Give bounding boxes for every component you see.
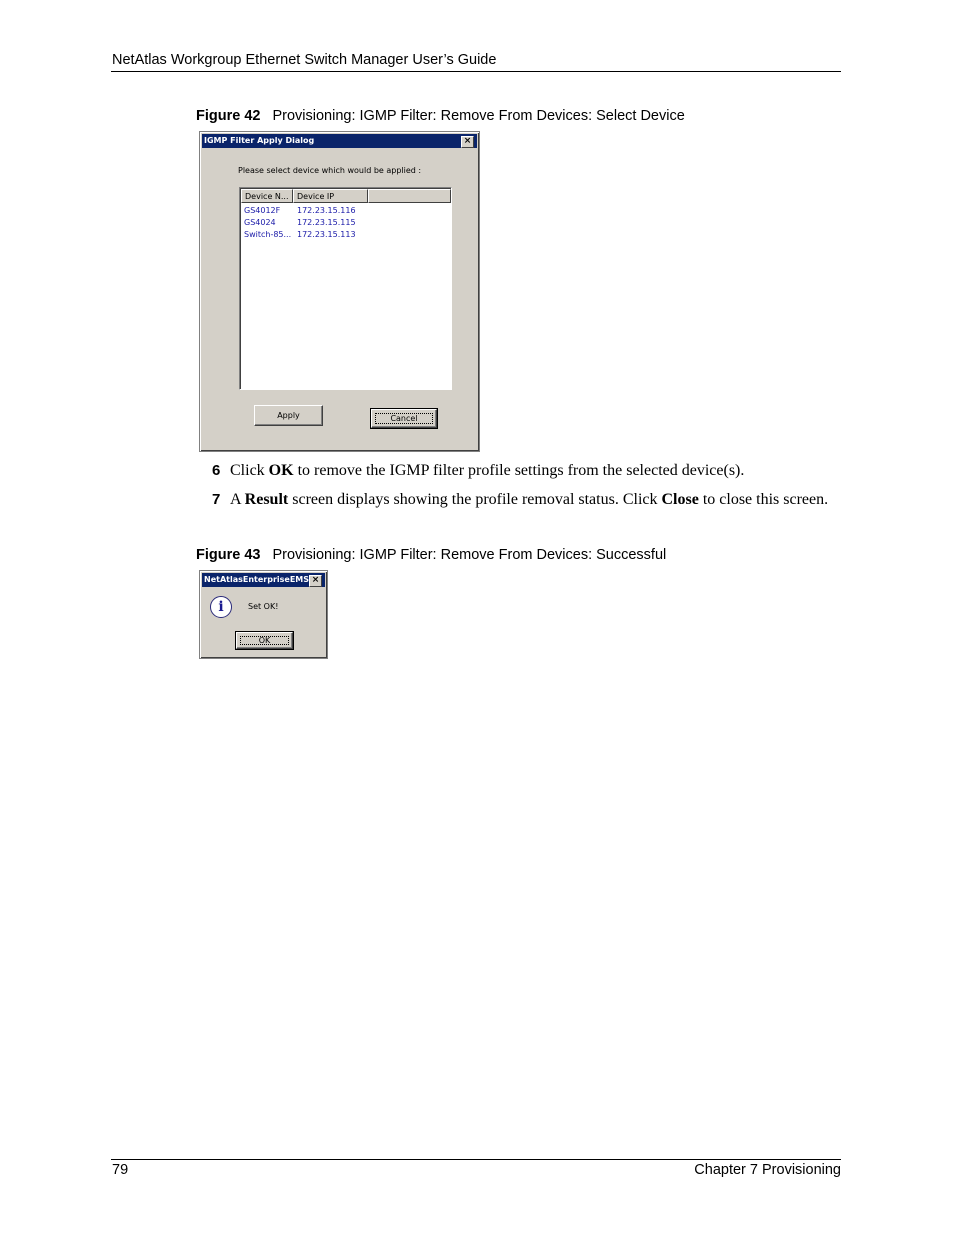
focus-rect — [240, 636, 289, 645]
ok-button-label: OK — [258, 636, 271, 645]
column-header-device-ip[interactable]: Device IP — [293, 189, 368, 203]
figure-42-label: Figure 42 — [196, 108, 261, 124]
dialog-title-bar — [202, 134, 477, 148]
step-text: A — [230, 491, 245, 508]
close-icon[interactable]: × — [309, 575, 322, 587]
step-text: Click — [230, 462, 269, 479]
step-bold-ok: OK — [268, 462, 294, 479]
device-name-cell: Switch-85... — [244, 230, 292, 239]
device-name-cell: GS4012F — [244, 206, 281, 215]
footer-rule — [111, 1159, 841, 1160]
dialog-title: NetAtlasEnterpriseEMS — [204, 575, 310, 584]
header-title: NetAtlas Workgroup Ethernet Switch Manager User’s Guide — [112, 52, 497, 68]
dialog-title: IGMP Filter Apply Dialog — [204, 136, 315, 145]
header-rule — [111, 71, 841, 72]
figure-43-label: Figure 43 — [196, 547, 261, 563]
figure-42-caption-text: Provisioning: IGMP Filter: Remove From Devices: Select Device — [272, 108, 685, 124]
figure-43-caption — [196, 547, 666, 563]
step-number: 7 — [212, 491, 221, 508]
step-text: screen displays showing the profile removal status. Click — [288, 491, 662, 508]
focus-rect — [375, 413, 433, 424]
step-7 — [212, 489, 830, 510]
device-ip-cell: 172.23.15.116 — [297, 206, 356, 215]
ok-button[interactable] — [236, 632, 293, 649]
device-list[interactable] — [239, 187, 452, 390]
cancel-button-label: Cancel — [390, 414, 418, 423]
step-bold-result: Result — [244, 491, 289, 508]
column-header-device-name[interactable]: Device N... — [241, 189, 293, 203]
dialog-message: Set OK! — [248, 602, 279, 611]
step-text: to remove the IGMP filter profile settings from the selected device(s). — [293, 462, 745, 479]
step-number: 6 — [212, 462, 221, 479]
chapter-title: Chapter 7 Provisioning — [694, 1162, 841, 1178]
column-header-empty — [368, 189, 451, 203]
apply-button[interactable]: Apply — [254, 405, 323, 426]
device-name-cell: GS4024 — [244, 218, 276, 227]
dialog-prompt: Please select device which would be applied : — [238, 166, 422, 175]
figure-42-caption — [196, 108, 685, 124]
dialog-title-bar — [202, 573, 325, 587]
info-icon: i — [210, 596, 232, 618]
close-icon[interactable]: × — [461, 136, 474, 148]
step-bold-close: Close — [661, 491, 699, 508]
device-ip-cell: 172.23.15.115 — [297, 218, 356, 227]
igmp-filter-apply-dialog — [199, 131, 480, 452]
figure-43-caption-text: Provisioning: IGMP Filter: Remove From Devices: Successful — [272, 547, 667, 563]
page-number: 79 — [112, 1162, 129, 1178]
step-6 — [212, 460, 830, 481]
step-text: to close this screen. — [698, 491, 829, 508]
cancel-button[interactable] — [371, 409, 437, 428]
set-ok-dialog — [199, 570, 328, 659]
device-ip-cell: 172.23.15.113 — [297, 230, 356, 239]
